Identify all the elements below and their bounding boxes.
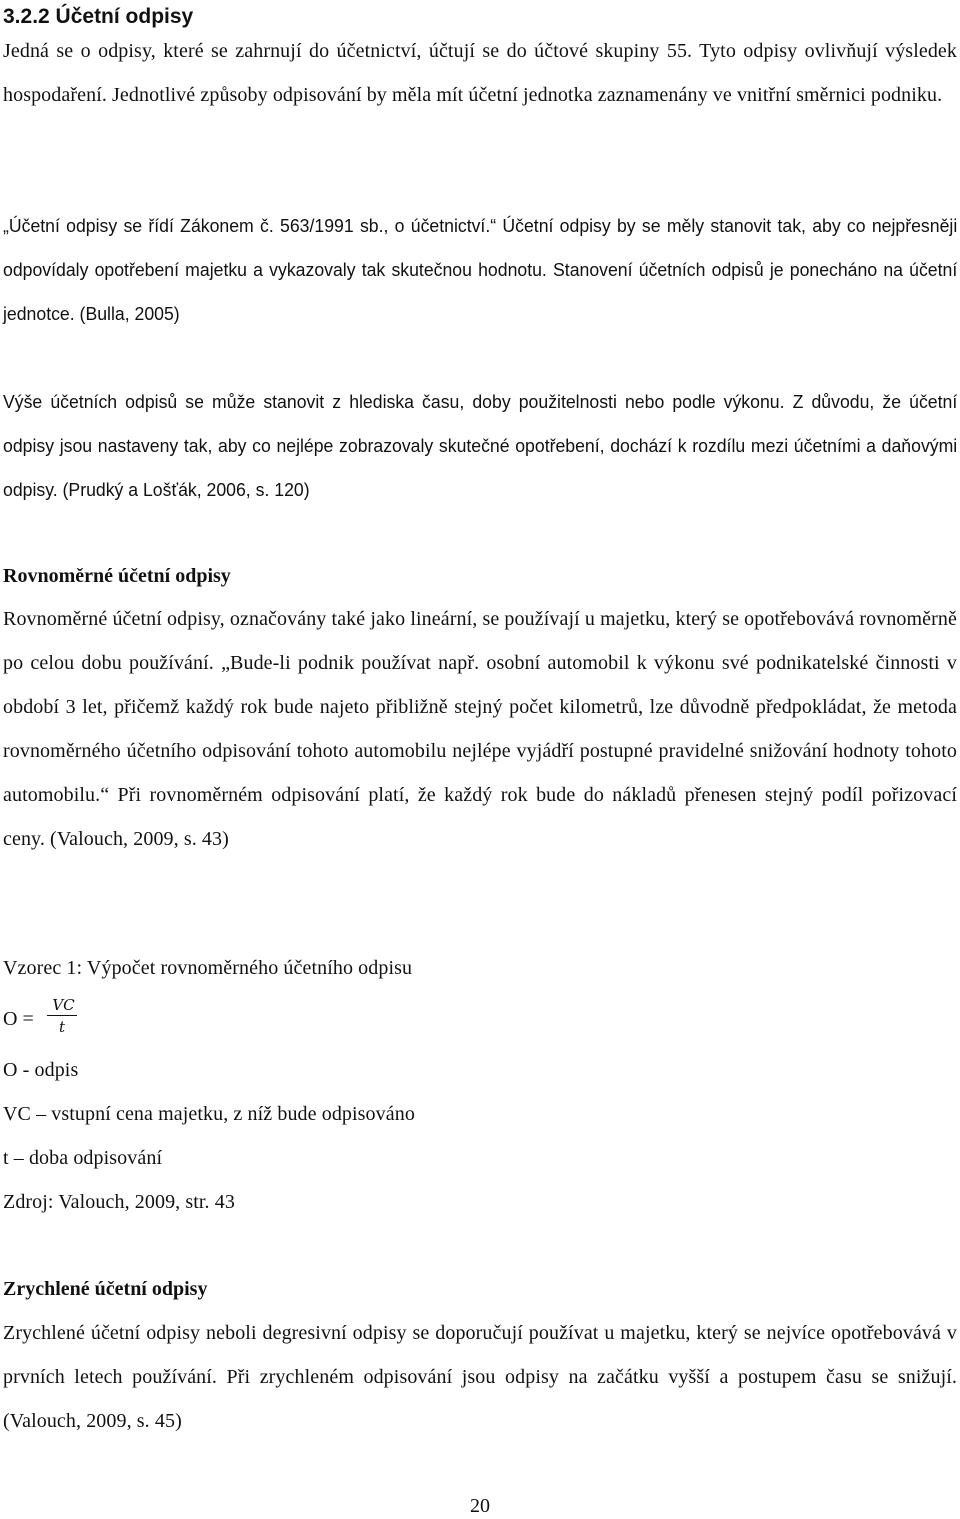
formula-legend-item: t – doba odpisování: [3, 1147, 163, 1169]
intro-paragraph: Jedná se o odpisy, které se zahrnují do účetnictví, účtují se do účtové skupiny 55. Tyto odpisy ovlivňují výsledek hospodaření. Jednotlivé způsoby odpisování by měla mít účetní jednotka zaznamenány ve vnitřní směrnici podniku.: [3, 40, 957, 106]
formula-source: Zdroj: Valouch, 2009, str. 43: [3, 1191, 235, 1213]
accelerated-heading: Zrychlené účetní odpisy: [3, 1278, 208, 1300]
amount-paragraph: Výše účetních odpisů se může stanovit z hlediska času, doby použitelnosti nebo podle výkonu. Z důvodu, že účetní odpisy jsou nastaveny tak, aby co nejlépe zobrazovaly skutečné opotřebení, dochází k rozdílu mezi účetními a daňovými odpisy. (Prudký a Lošťák, 2006, s. 120): [3, 391, 958, 500]
formula-denominator: t: [58, 1018, 66, 1036]
accelerated-paragraph: Zrychlené účetní odpisy neboli degresivní odpisy se doporučují používat u majetku, který se nejvíce opotřebovává v prvních letech používání. Při zrychleném odpisování jsou odpisy na začátku vyšší a postupem času se snižují. (Valouch, 2009, s. 45): [3, 1322, 957, 1432]
formula-legend-item: VC – vstupní cena majetku, z níž bude odpisováno: [3, 1103, 415, 1125]
page-number: 20: [470, 1495, 490, 1517]
section-heading: 3.2.2 Účetní odpisy: [3, 5, 194, 28]
formula-lhs: O =: [3, 1008, 34, 1030]
formula-numerator: VC: [52, 996, 75, 1014]
linear-heading: Rovnoměrné účetní odpisy: [3, 565, 231, 587]
linear-paragraph: Rovnoměrné účetní odpisy, označovány také jako lineární, se používají u majetku, který se opotřebovává rovnoměrně po celou dobu používání. „Bude-li podnik používat např. osobní automobil k výkonu své podnikatelské činnosti v období 3 let, přičemž každý rok bude najeto přibližně stejný počet kilometrů, lze důvodně předpokládat, že metoda rovnoměrného účetního odpisování tohoto automobilu nejlépe vyjádří postupné pravidelné snižování hodnoty tohoto automobilu.“ Při rovnoměrném odpisování platí, že každý rok bude do nákladů přenesen stejný podíl pořizovací ceny. (Valouch, 2009, s. 43): [3, 608, 957, 850]
law-quote-paragraph: „Účetní odpisy se řídí Zákonem č. 563/1991 sb., o účetnictví.“ Účetní odpisy by se měly stanovit tak, aby co nejpřesněji odpovídaly opotřebení majetku a vykazovaly tak skutečnou hodnotu. Stanovení účetních odpisů je ponecháno na účetní jednotce. (Bulla, 2005): [3, 215, 958, 324]
formula-fraction: [47, 996, 77, 1036]
formula-legend-item: O - odpis: [3, 1059, 79, 1081]
fraction-bar: [47, 1015, 77, 1016]
formula-caption: Vzorec 1: Výpočet rovnoměrného účetního odpisu: [3, 957, 413, 979]
